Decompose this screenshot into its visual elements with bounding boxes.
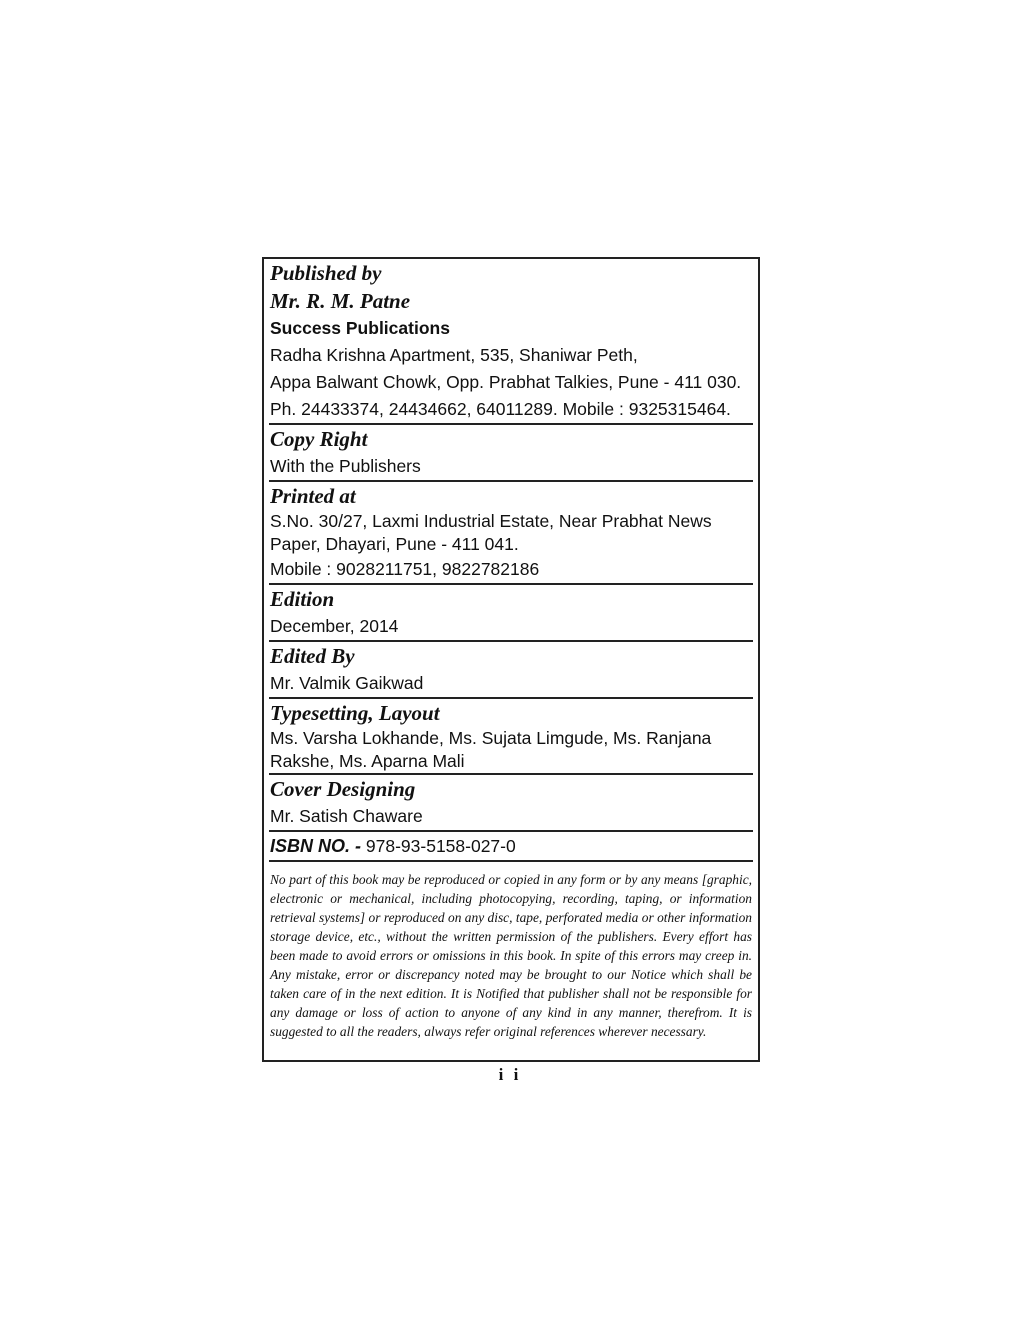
- printer-mobile: Mobile : 9028211751, 9822782186: [270, 559, 540, 579]
- publisher-company: Success Publications: [270, 318, 450, 338]
- copyright-notice: No part of this book may be reproduced or copied in any form or by any means [graphic, electronic or mechanical, including photocopying, recording, taping, or information retrieval systems] or reproduced on any disc, tape, perforated media or other information storage device, etc., without the written permission of the publishers. Every effort has been made to avoid errors or omissions in this book. In spite of this errors may creep in. Any mistake, error or discrepancy noted may be brought to our Notice which shall be taken care of in the next edition. It is Notified that publisher shall not be responsible for any damage or loss of action to anyone of any kind in any manner, therefrom. It is suggested to all the readers, always refer original references wherever necessary.: [270, 872, 752, 1039]
- edited-by-heading: Edited By: [270, 644, 355, 668]
- cover-designing-heading: Cover Designing: [270, 777, 416, 801]
- edition-heading: Edition: [270, 587, 335, 611]
- isbn-label: ISBN NO. -: [270, 836, 362, 856]
- section-divider: [269, 860, 753, 862]
- typesetting-heading: Typesetting, Layout: [270, 701, 440, 725]
- edition-text: December, 2014: [270, 616, 399, 636]
- publisher-address-line2: Appa Balwant Chowk, Opp. Prabhat Talkies, Pune - 411 030.: [270, 372, 742, 392]
- isbn-value: 978-93-5158-027-0: [365, 836, 516, 856]
- imprint-content: [270, 259, 752, 1041]
- cover-designer-name: Mr. Satish Chaware: [270, 806, 423, 826]
- printer-address: S.No. 30/27, Laxmi Industrial Estate, Near Prabhat News Paper, Dhayari, Pune - 411 041.: [270, 511, 712, 554]
- page-number: i i: [498, 1065, 522, 1084]
- imprint-box: [262, 257, 760, 1062]
- publisher-name: Mr. R. M. Patne: [270, 289, 411, 313]
- published-by-heading: Published by: [270, 261, 382, 285]
- typesetting-names: Ms. Varsha Lokhande, Ms. Sujata Limgude, Ms. Ranjana Rakshe, Ms. Aparna Mali: [270, 728, 712, 771]
- printed-at-heading: Printed at: [270, 484, 356, 508]
- copyright-text: With the Publishers: [270, 456, 421, 476]
- publisher-phone: Ph. 24433374, 24434662, 64011289. Mobile : 9325315464.: [270, 399, 731, 419]
- editor-name: Mr. Valmik Gaikwad: [270, 673, 424, 693]
- publisher-address-line1: Radha Krishna Apartment, 535, Shaniwar Peth,: [270, 345, 638, 365]
- copyright-heading: Copy Right: [270, 427, 368, 451]
- isbn-row: [270, 832, 752, 860]
